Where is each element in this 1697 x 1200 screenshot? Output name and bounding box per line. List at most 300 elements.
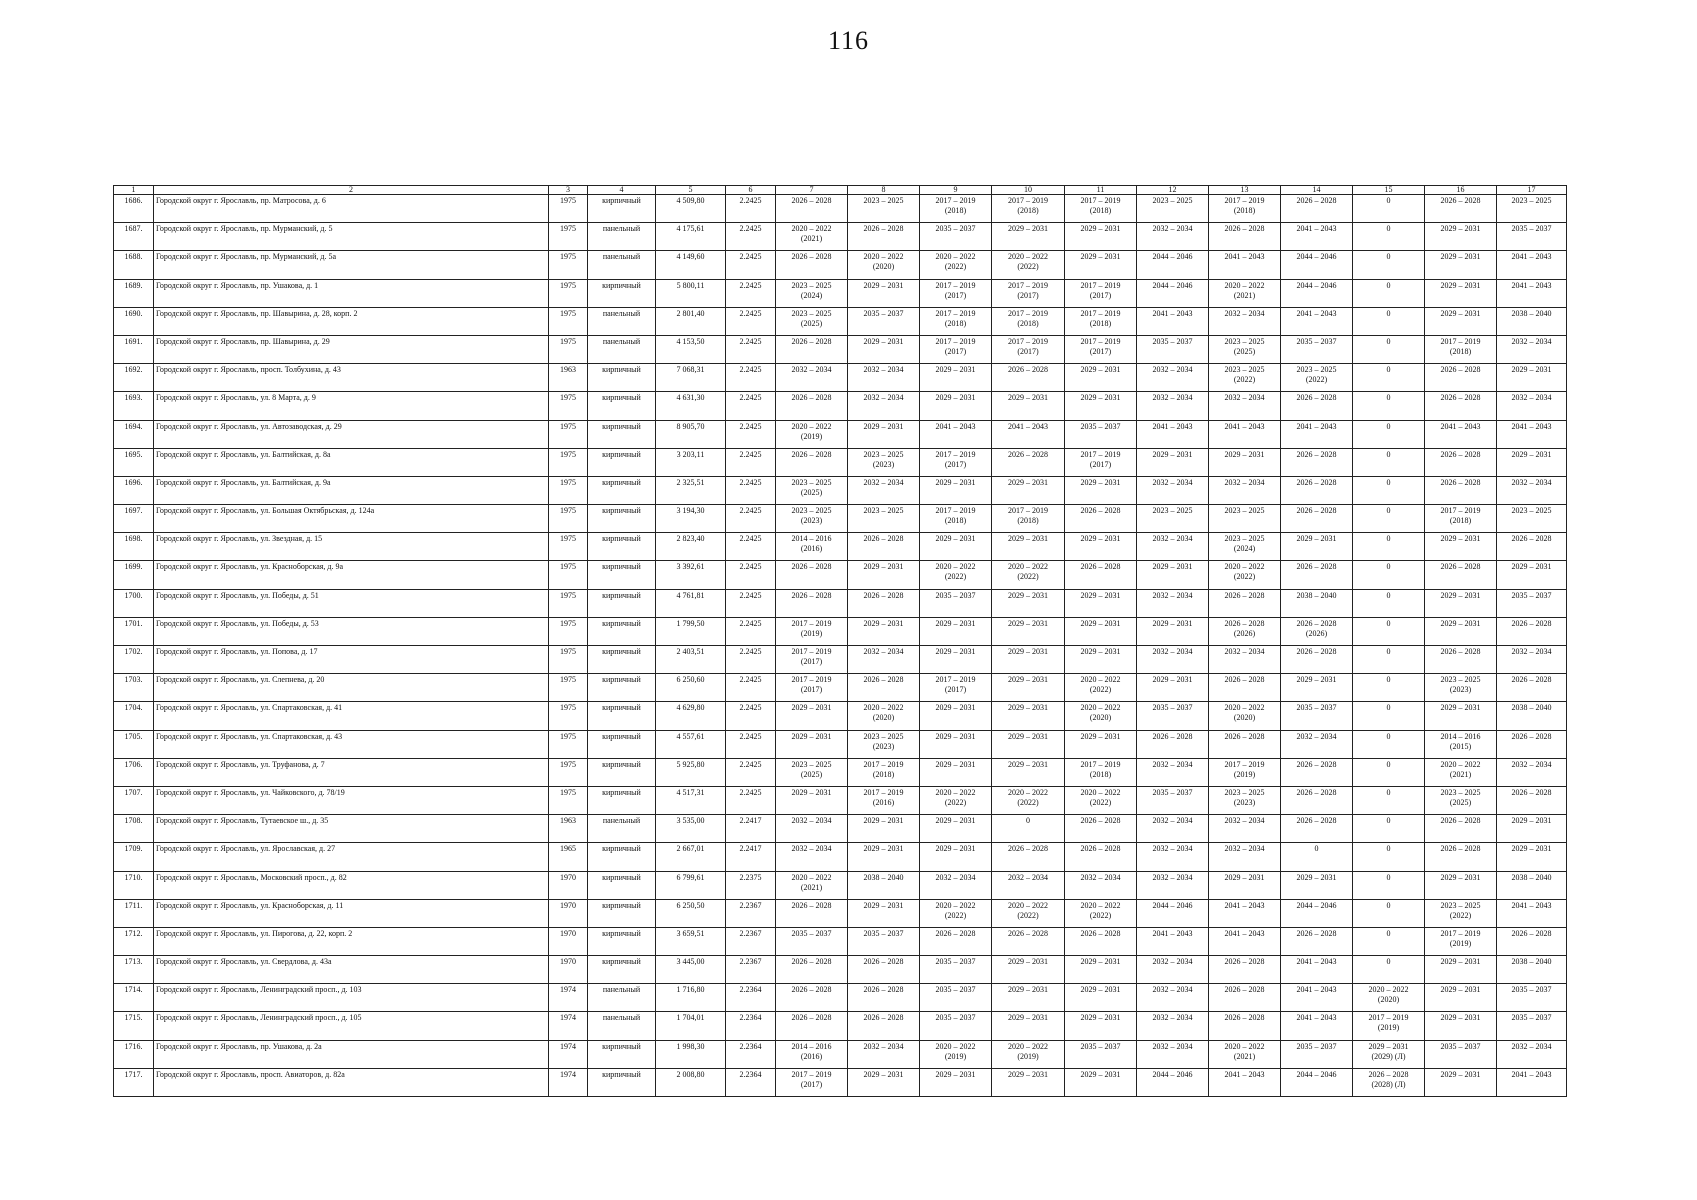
cell-text: 3 203,11: [676, 449, 705, 459]
table-cell: [1065, 1012, 1137, 1040]
table-row: [114, 561, 1567, 589]
cell-text: 2029 – 2031: [1008, 534, 1048, 544]
table-cell: [1281, 956, 1353, 984]
row-number-cell: [114, 646, 154, 674]
table-cell: [1137, 223, 1209, 251]
table-cell: [848, 476, 920, 504]
table-cell: [1137, 786, 1209, 814]
table-cell: [920, 392, 992, 420]
table-cell: [1353, 364, 1425, 392]
cell-text: 2.2425: [739, 590, 762, 600]
row-number-cell: [114, 307, 154, 335]
cell-text: 2044 – 2046: [1296, 900, 1337, 910]
table-cell: [920, 1012, 992, 1040]
table-cell: [1425, 195, 1497, 223]
table-cell: [1425, 223, 1497, 251]
table-cell: [726, 1068, 776, 1096]
table-cell: [1497, 279, 1567, 307]
table-cell: [920, 984, 992, 1012]
table-cell: [549, 307, 588, 335]
cell-text: 1696.: [124, 477, 143, 487]
cell-text: 2032 – 2034: [1008, 872, 1048, 882]
address-cell: [154, 420, 549, 448]
table-cell: [1209, 392, 1281, 420]
cell-subtext: (2018): [1089, 769, 1112, 779]
table-cell: [549, 674, 588, 702]
table-cell: [848, 927, 920, 955]
table-cell: [920, 646, 992, 674]
table-cell: [656, 195, 726, 223]
cell-text: 2026 – 2028: [863, 224, 904, 234]
cell-text: 2017 – 2019: [863, 759, 904, 769]
table-cell: [920, 730, 992, 758]
table-cell: [1137, 617, 1209, 645]
cell-subtext: (2019): [800, 431, 823, 441]
cell-text: 2026 – 2028: [1080, 816, 1121, 826]
cell-text: Городской округ г. Ярославль, пр. Шавырина, д. 29: [156, 336, 330, 346]
cell-text: 2023 – 2025: [863, 196, 904, 205]
table-cell: [549, 251, 588, 279]
table-cell: [656, 702, 726, 730]
table-cell: [776, 335, 848, 363]
table-cell: [549, 646, 588, 674]
cell-text: 2029 – 2031: [1224, 872, 1265, 882]
table-cell: [920, 674, 992, 702]
address-cell: [154, 448, 549, 476]
table-cell: [1497, 561, 1567, 589]
cell-text: 2020 – 2022: [863, 703, 904, 713]
cell-text: 2020 – 2022: [1008, 252, 1048, 262]
table-cell: [1425, 843, 1497, 871]
table-cell: [920, 927, 992, 955]
table-cell: [1065, 448, 1137, 476]
cell-subtext: (2021): [1449, 769, 1472, 779]
cell-text: 4 631,30: [676, 393, 705, 403]
table-cell: [992, 984, 1065, 1012]
table-cell: [992, 815, 1065, 843]
cell-text: 2029 – 2031: [1440, 280, 1481, 290]
table-cell: [1281, 364, 1353, 392]
cell-text: 1975: [560, 308, 576, 318]
cell-text: 2032 – 2034: [863, 1041, 904, 1051]
table-cell: [549, 476, 588, 504]
cell-text: 2026 – 2028: [1440, 365, 1481, 375]
table-cell: [848, 223, 920, 251]
cell-text: 1714.: [124, 985, 143, 995]
cell-text: 1698.: [124, 534, 143, 544]
cell-subtext: (2019): [800, 628, 823, 638]
cell-text: кирпичный: [602, 957, 641, 967]
table-cell: [656, 533, 726, 561]
cell-text: 2023 – 2025: [863, 449, 904, 459]
cell-text: 2029 – 2031: [791, 787, 832, 797]
table-cell: [992, 279, 1065, 307]
table-cell: [1353, 335, 1425, 363]
cell-text: 2029 – 2031: [935, 534, 976, 544]
table-cell: [992, 392, 1065, 420]
table-cell: [1065, 730, 1137, 758]
cell-text: 1975: [560, 252, 576, 262]
table-cell: [656, 279, 726, 307]
table-cell: [1137, 927, 1209, 955]
table-cell: [588, 1012, 656, 1040]
table-cell: [1497, 646, 1567, 674]
cell-text: 2029 – 2031: [1080, 985, 1121, 995]
cell-text: 2017 – 2019: [935, 196, 976, 205]
table-cell: [549, 758, 588, 786]
cell-subtext: (2025): [1449, 797, 1472, 807]
table-cell: [1209, 476, 1281, 504]
cell-text: 2041 – 2043: [1511, 900, 1552, 910]
cell-text: 2020 – 2022: [863, 252, 904, 262]
cell-text: панельный: [602, 1013, 641, 1023]
cell-text: панельный: [602, 985, 641, 995]
cell-text: 2032 – 2034: [1152, 957, 1193, 967]
cell-text: 2023 – 2025: [1440, 787, 1481, 797]
table-cell: [848, 815, 920, 843]
table-cell: [1497, 251, 1567, 279]
cell-text: 2026 – 2028: [1296, 449, 1337, 459]
table-cell: [588, 392, 656, 420]
cell-text: 2044 – 2046: [1152, 1069, 1193, 1079]
cell-text: 3 445,00: [676, 957, 705, 967]
cell-text: 2017 – 2019: [1440, 928, 1481, 938]
cell-text: 2020 – 2022: [791, 421, 832, 431]
row-number-cell: [114, 1040, 154, 1068]
cell-text: 2041 – 2043: [1152, 928, 1193, 938]
table-cell: [1353, 899, 1425, 927]
table-cell: [1137, 871, 1209, 899]
cell-text: 2032 – 2034: [1296, 731, 1337, 741]
cell-text: 1717.: [124, 1069, 143, 1079]
table-cell: [776, 505, 848, 533]
table-cell: [588, 646, 656, 674]
cell-text: 2029 – 2031: [1296, 534, 1337, 544]
row-number-cell: [114, 815, 154, 843]
table-cell: [848, 702, 920, 730]
address-cell: [154, 871, 549, 899]
table-cell: [848, 674, 920, 702]
table-cell: [726, 448, 776, 476]
table-cell: [1137, 476, 1209, 504]
cell-text: Городской округ г. Ярославль, ул. Спартаковская, д. 41: [156, 703, 343, 713]
table-row: [114, 505, 1567, 533]
table-cell: [776, 871, 848, 899]
cell-text: 2035 – 2037: [935, 957, 976, 967]
cell-text: 2035 – 2037: [791, 928, 832, 938]
table-cell: [776, 448, 848, 476]
cell-text: Городской округ г. Ярославль, ул. Попова, д. 17: [156, 647, 318, 656]
cell-text: 0: [1386, 759, 1391, 769]
cell-text: 2032 – 2034: [1152, 1041, 1193, 1051]
cell-text: 0: [1386, 787, 1391, 797]
table-cell: [726, 335, 776, 363]
table-cell: [1497, 223, 1567, 251]
header-cell: 8: [848, 186, 920, 195]
table-cell: [1137, 364, 1209, 392]
table-cell: [1137, 533, 1209, 561]
table-cell: [776, 786, 848, 814]
table-cell: [1137, 561, 1209, 589]
table-cell: [1425, 815, 1497, 843]
table-cell: [1497, 758, 1567, 786]
table-row: [114, 1040, 1567, 1068]
table-cell: [1065, 561, 1137, 589]
cell-text: 2035 – 2037: [935, 1013, 976, 1023]
cell-text: 2029 – 2031: [1008, 618, 1048, 628]
table-cell: [848, 561, 920, 589]
cell-text: 4 761,81: [676, 590, 705, 600]
cell-text: 2026 – 2028: [1008, 844, 1048, 854]
cell-subtext: (2018): [944, 318, 967, 328]
cell-text: 3 194,30: [676, 506, 705, 516]
cell-text: 2038 – 2040: [863, 872, 904, 882]
table-row: [114, 223, 1567, 251]
cell-text: 2029 – 2031: [863, 816, 904, 826]
cell-text: панельный: [602, 336, 641, 346]
table-cell: [1137, 307, 1209, 335]
table-cell: [549, 195, 588, 223]
table-cell: [1065, 533, 1137, 561]
cell-text: Городской округ г. Ярославль, пр. Матросова, д. 6: [156, 196, 326, 205]
cell-text: кирпичный: [602, 928, 641, 938]
cell-text: 1970: [560, 957, 576, 967]
table-cell: [992, 674, 1065, 702]
table-cell: [1425, 730, 1497, 758]
cell-text: 2026 – 2028: [1296, 393, 1337, 403]
cell-text: 2020 – 2022: [1440, 759, 1481, 769]
table-row: [114, 1012, 1567, 1040]
cell-text: 2023 – 2025: [1224, 336, 1265, 346]
table-cell: [1209, 815, 1281, 843]
row-number-cell: [114, 279, 154, 307]
cell-text: 2023 – 2025: [1440, 900, 1481, 910]
cell-text: 0: [1386, 477, 1391, 487]
cell-text: 2029 – 2031: [1296, 675, 1337, 685]
cell-text: 2 667,01: [676, 844, 705, 854]
cell-text: 2026 – 2028: [791, 590, 832, 600]
cell-text: 2020 – 2022: [1224, 703, 1265, 713]
cell-text: 1975: [560, 534, 576, 544]
cell-subtext: (2020): [1089, 713, 1112, 723]
table-cell: [776, 646, 848, 674]
cell-text: 2020 – 2022: [1224, 562, 1265, 572]
address-cell: [154, 730, 549, 758]
table-cell: [656, 251, 726, 279]
cell-text: Городской округ г. Ярославль, просп. Толбухина, д. 43: [156, 365, 341, 375]
cell-text: 2041 – 2043: [1152, 308, 1193, 318]
table-cell: [656, 758, 726, 786]
table-cell: [1209, 1068, 1281, 1096]
cell-text: 2026 – 2028: [1296, 759, 1337, 769]
cell-text: 2020 – 2022: [935, 787, 976, 797]
table-cell: [656, 617, 726, 645]
cell-text: 2026 – 2028: [1008, 365, 1048, 375]
cell-text: 2035 – 2037: [1080, 1041, 1121, 1051]
cell-text: 1687.: [124, 224, 143, 234]
cell-text: 2029 – 2031: [1080, 224, 1121, 234]
table-cell: [656, 646, 726, 674]
table-cell: [920, 448, 992, 476]
cell-text: 2029 – 2031: [1440, 224, 1481, 234]
table-cell: [1497, 786, 1567, 814]
table-cell: [726, 392, 776, 420]
cell-text: 1 716,80: [676, 985, 705, 995]
table-cell: [776, 899, 848, 927]
table-cell: [776, 730, 848, 758]
table-cell: [992, 505, 1065, 533]
table-cell: [776, 561, 848, 589]
row-number-cell: [114, 617, 154, 645]
cell-text: 1709.: [124, 844, 143, 854]
table-cell: [1425, 364, 1497, 392]
address-cell: [154, 476, 549, 504]
cell-text: 2041 – 2043: [1296, 421, 1337, 431]
cell-subtext: (2018): [1089, 206, 1112, 215]
cell-text: 2041 – 2043: [1296, 957, 1337, 967]
cell-text: 2017 – 2019: [935, 675, 976, 685]
row-number-cell: [114, 561, 154, 589]
table-row: [114, 251, 1567, 279]
table-cell: [776, 279, 848, 307]
table-cell: [776, 364, 848, 392]
cell-text: 2032 – 2034: [791, 816, 832, 826]
cell-text: кирпичный: [602, 872, 641, 882]
table-cell: [1425, 871, 1497, 899]
table-cell: [1281, 1040, 1353, 1068]
address-cell: [154, 758, 549, 786]
table-cell: [1065, 617, 1137, 645]
table-cell: [848, 1012, 920, 1040]
cell-text: 2020 – 2022: [1008, 787, 1048, 797]
table-cell: [848, 533, 920, 561]
address-cell: [154, 984, 549, 1012]
cell-text: 2.2425: [739, 675, 762, 685]
cell-text: 2029 – 2031: [863, 844, 904, 854]
cell-text: кирпичный: [602, 365, 641, 375]
cell-text: 1975: [560, 477, 576, 487]
table-cell: [588, 674, 656, 702]
cell-subtext: (2019): [1449, 938, 1472, 948]
cell-text: 2023 – 2025: [1224, 506, 1265, 516]
table-cell: [1137, 758, 1209, 786]
table-cell: [549, 335, 588, 363]
cell-text: 2029 – 2031: [1080, 1013, 1121, 1023]
cell-text: 2041 – 2043: [1008, 421, 1048, 431]
cell-text: 2026 – 2028: [1440, 393, 1481, 403]
table-cell: [549, 1068, 588, 1096]
cell-text: кирпичный: [602, 506, 641, 516]
cell-text: Городской округ г. Ярославль, Ленинградский просп., д. 103: [156, 985, 362, 995]
table-cell: [776, 223, 848, 251]
row-number-cell: [114, 476, 154, 504]
table-cell: [1209, 871, 1281, 899]
cell-text: 2041 – 2043: [935, 421, 976, 431]
table-cell: [1137, 984, 1209, 1012]
address-cell: [154, 927, 549, 955]
cell-text: 2029 – 2031: [935, 393, 976, 403]
cell-text: 2026 – 2028: [1224, 618, 1265, 628]
table-cell: [1425, 1068, 1497, 1096]
table-cell: [656, 927, 726, 955]
row-number-cell: [114, 786, 154, 814]
cell-text: 2023 – 2025: [791, 759, 832, 769]
table-row: [114, 589, 1567, 617]
cell-text: Городской округ г. Ярославль, ул. Победы, д. 53: [156, 618, 319, 628]
cell-text: 1975: [560, 421, 576, 431]
table-row: [114, 646, 1567, 674]
cell-text: 6 250,50: [676, 900, 705, 910]
cell-subtext: (2021): [800, 234, 823, 244]
cell-text: 2023 – 2025: [1152, 506, 1193, 516]
cell-subtext: (2024): [800, 290, 823, 300]
cell-text: 2017 – 2019: [1008, 336, 1048, 346]
cell-text: 2026 – 2028: [791, 196, 832, 205]
table-cell: [1425, 617, 1497, 645]
cell-text: 2.2425: [739, 252, 762, 262]
table-cell: [992, 1040, 1065, 1068]
table-row: [114, 843, 1567, 871]
cell-text: 1974: [560, 1041, 576, 1051]
table-row: [114, 533, 1567, 561]
cell-text: 2029 – 2031: [935, 618, 976, 628]
table-cell: [992, 307, 1065, 335]
table-cell: [1353, 956, 1425, 984]
table-cell: [1209, 758, 1281, 786]
table-row: [114, 335, 1567, 363]
table-cell: [776, 1012, 848, 1040]
table-cell: [992, 843, 1065, 871]
header-cell: 4: [588, 186, 656, 195]
cell-text: 2032 – 2034: [1152, 844, 1193, 854]
header-cell: 5: [656, 186, 726, 195]
cell-text: Городской округ г. Ярославль, ул. Балтийская, д. 9а: [156, 477, 331, 487]
row-number-cell: [114, 420, 154, 448]
cell-subtext: (2017): [1017, 290, 1039, 300]
table-cell: [656, 871, 726, 899]
cell-subtext: (2020): [872, 262, 895, 272]
table-cell: [1065, 195, 1137, 223]
table-cell: [1497, 617, 1567, 645]
table-cell: [726, 758, 776, 786]
table-cell: [1065, 956, 1137, 984]
table-cell: [1065, 674, 1137, 702]
table-cell: [588, 1040, 656, 1068]
row-number-cell: [114, 392, 154, 420]
table-cell: [656, 505, 726, 533]
cell-text: 0: [1386, 590, 1391, 600]
table-cell: [992, 646, 1065, 674]
cell-text: 2035 – 2037: [935, 590, 976, 600]
table-cell: [1353, 702, 1425, 730]
cell-text: 1704.: [124, 703, 143, 713]
header-cell: 10: [992, 186, 1065, 195]
cell-text: 1686.: [124, 196, 143, 205]
cell-text: 2029 – 2031: [1511, 844, 1552, 854]
table-cell: [1281, 674, 1353, 702]
cell-text: 0: [1386, 534, 1391, 544]
cell-text: 2017 – 2019: [1224, 759, 1265, 769]
cell-text: 0: [1386, 280, 1391, 290]
cell-text: 0: [1386, 675, 1391, 685]
header-cell: 6: [726, 186, 776, 195]
cell-text: 2032 – 2034: [1224, 477, 1265, 487]
table-cell: [1065, 364, 1137, 392]
cell-text: 2029 – 2031: [1511, 449, 1552, 459]
table-cell: [588, 617, 656, 645]
cell-text: 2026 – 2028: [863, 1013, 904, 1023]
cell-text: 1716.: [124, 1041, 143, 1051]
